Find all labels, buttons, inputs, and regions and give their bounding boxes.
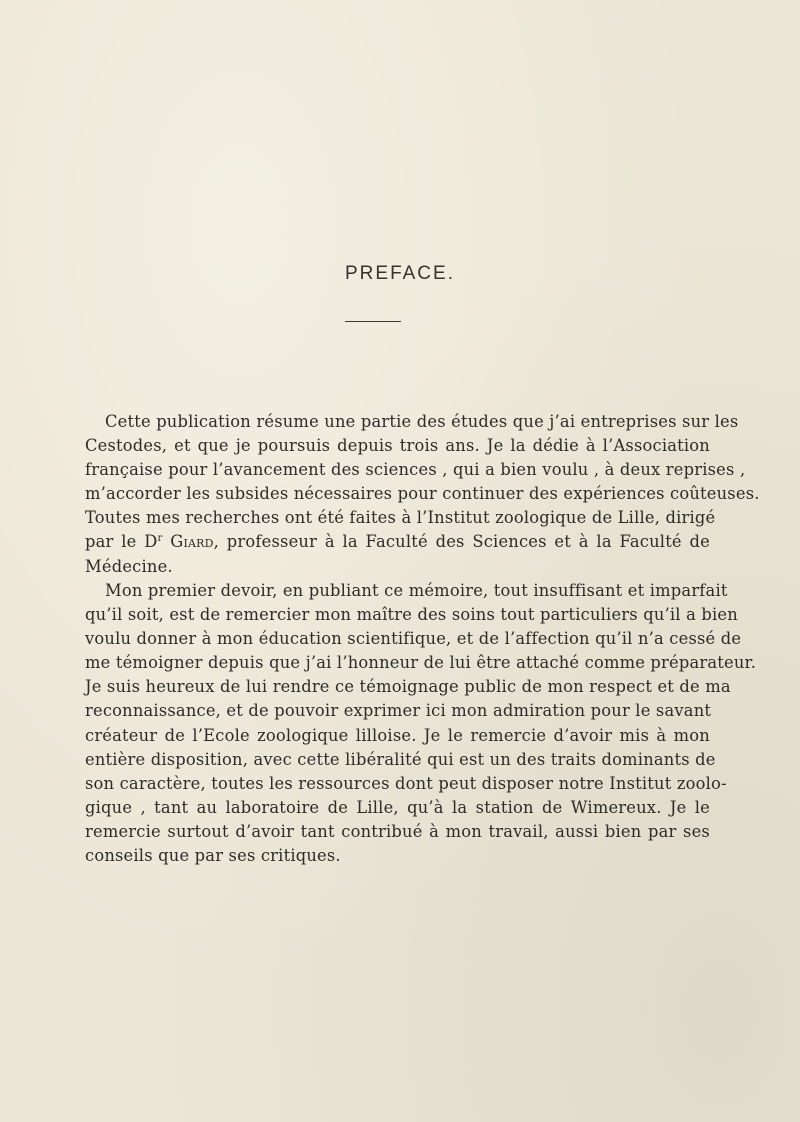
superscript: r	[157, 533, 163, 545]
title-divider	[345, 321, 401, 322]
text-line	[85, 530, 710, 554]
page-title: PREFACE.	[345, 263, 455, 284]
text-line: créateur de l’Ecole zoologique lilloise. Je le remercie d’avoir mis à mon	[85, 725, 710, 745]
paragraph-2	[85, 579, 757, 868]
text-segment: , professeur à la Faculté des Sciences et à la Faculté de	[213, 532, 710, 552]
text-line: Toutes mes recherches ont été faites à l’Institut zoologique de Lille, dirigé	[85, 508, 716, 528]
text-line: me témoigner depuis que j’ai l’honneur de lui être attaché comme préparateur.	[85, 653, 757, 673]
text-segment: par le D	[85, 532, 158, 552]
text-line: remercie surtout d’avoir tant contribué à mon travail, aussi bien par ses	[85, 821, 710, 841]
text-line: conseils que par ses critiques.	[85, 846, 341, 866]
text-line: française pour l’avancement des sciences , qui a bien voulu , à deux reprises ,	[85, 460, 746, 480]
text-line: reconnaissance, et de pouvoir exprimer ici mon admiration pour le savant	[85, 701, 712, 721]
text-line: Médecine.	[85, 556, 173, 576]
author-name: Giard	[170, 532, 214, 552]
text-line: entière disposition, avec cette libéralité qui est un des traits dominants de	[85, 749, 716, 769]
paragraph-1	[85, 410, 760, 579]
text-line: Mon premier devoir, en publiant ce mémoire, tout insuffisant et imparfait	[105, 581, 728, 600]
text-line: voulu donner à mon éducation scientifique, et de l’affection qu’il n’a cessé de	[85, 629, 742, 649]
text-line: Je suis heureux de lui rendre ce témoignage public de mon respect et de ma	[85, 677, 731, 697]
text-line: m’accorder les subsides nécessaires pour continuer des expériences coûteuses.	[85, 484, 760, 504]
text-line: gique , tant au laboratoire de Lille, qu’à la station de Wimereux. Je le	[85, 797, 710, 817]
text-line: Cette publication résume une partie des études que j’ai entreprises sur les	[105, 412, 739, 431]
text-line: qu’il soit, est de remercier mon maître des soins tout particuliers qu’il a bien	[85, 605, 738, 625]
text-line: Cestodes, et que je poursuis depuis trois ans. Je la dédie à l’Association	[85, 436, 710, 456]
text-line: son caractère, toutes les ressources dont peut disposer notre Institut zoolo-	[85, 773, 727, 793]
